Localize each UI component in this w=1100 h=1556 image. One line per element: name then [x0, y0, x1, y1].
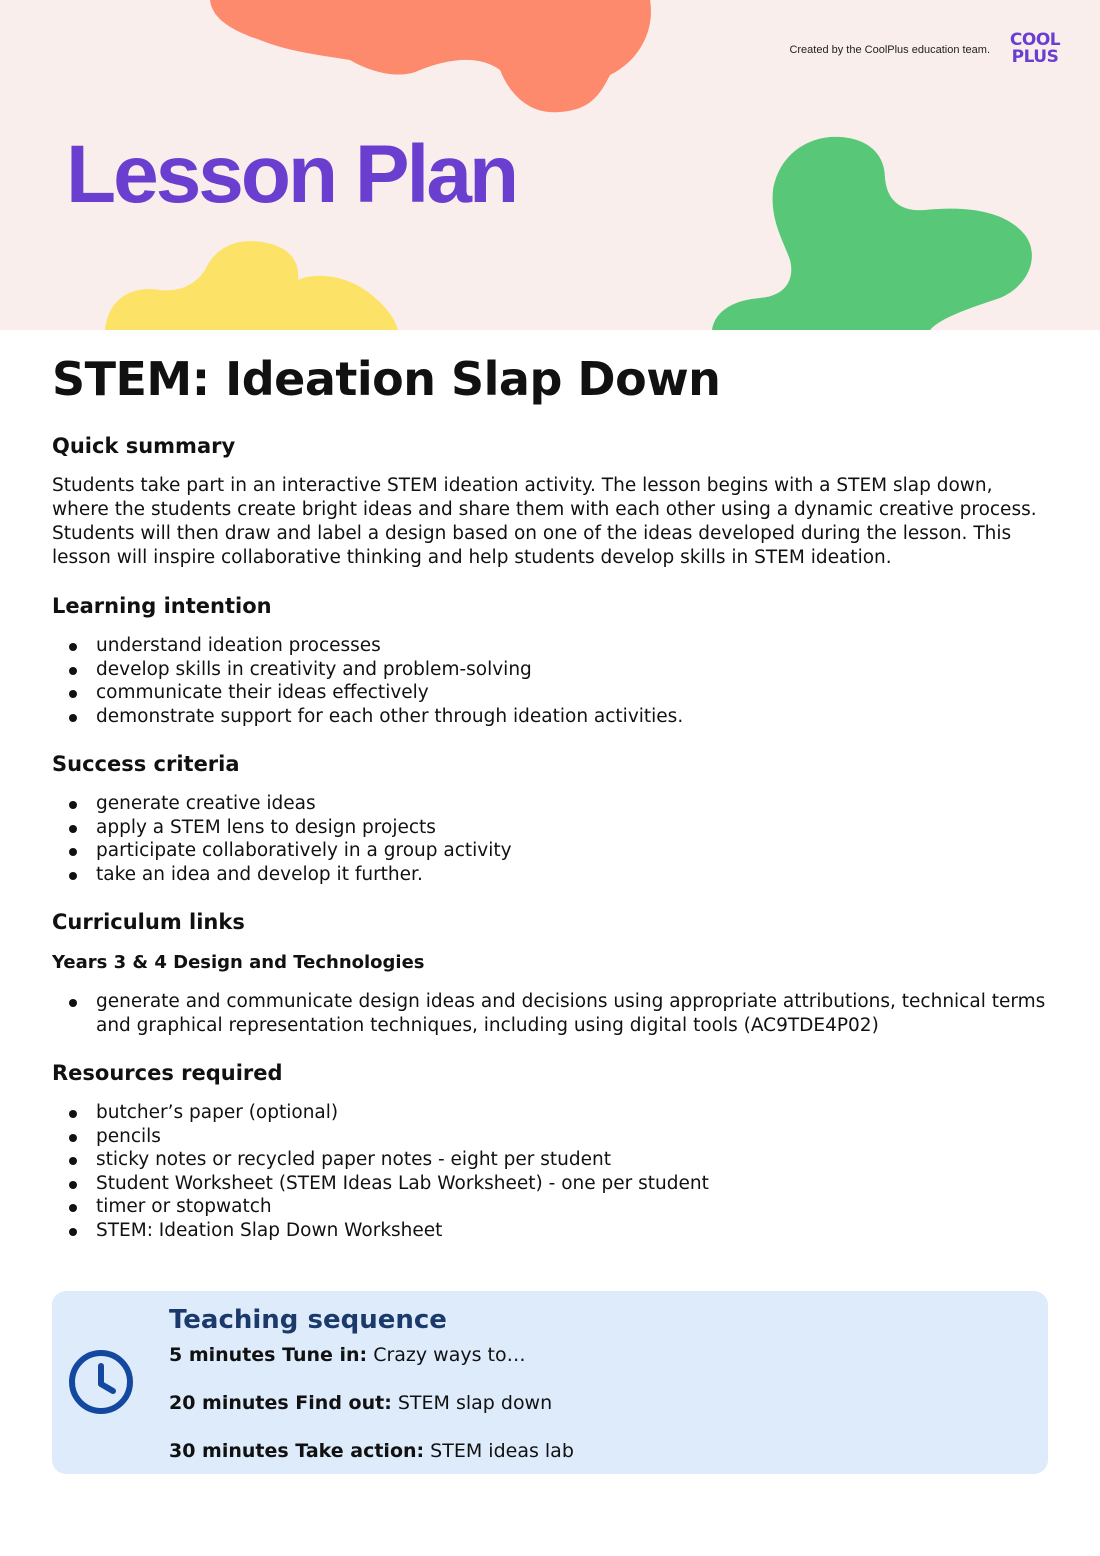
list-item: develop skills in creativity and problem-solving — [52, 658, 1052, 682]
clock-icon — [67, 1348, 135, 1416]
sequence-time-label: 20 minutes Find out: — [169, 1392, 392, 1414]
list-item: STEM: Ideation Slap Down Worksheet — [52, 1219, 1052, 1243]
green-blob — [712, 137, 1032, 330]
quick-summary-text: Students take part in an interactive STEM ideation activity. The lesson begins with a STEM slap down, where the students create bright ideas and share them with each other using a dynamic creative process. Students will then draw and label a design based on one of the ideas developed during the lesson. This lesson will inspire collaborative thinking and help students develop skills in STEM ideation. — [52, 475, 1037, 568]
teaching-sequence-list — [169, 1343, 574, 1487]
credit-text: Created by the CoolPlus education team. — [789, 44, 990, 56]
curriculum-links-list — [52, 990, 1052, 1037]
list-item: generate creative ideas — [52, 792, 1052, 816]
sequence-time-label: 5 minutes Tune in: — [169, 1344, 368, 1366]
list-item: pencils — [52, 1125, 1052, 1149]
list-item: apply a STEM lens to design projects — [52, 816, 1052, 840]
list-item: participate collaboratively in a group activity — [52, 839, 1052, 863]
sequence-activity: Crazy ways to… — [367, 1344, 526, 1366]
list-item: Student Worksheet (STEM Ideas Lab Worksheet) - one per student — [52, 1172, 1052, 1196]
teaching-sequence-box — [52, 1291, 1048, 1474]
resources-heading: Resources required — [52, 1061, 283, 1085]
learning-intention-list — [52, 634, 1052, 728]
sequence-activity: STEM slap down — [391, 1392, 553, 1414]
logo-line-1: COOL — [1009, 30, 1061, 50]
yellow-blob — [105, 241, 398, 330]
list-item: communicate their ideas effectively — [52, 681, 1052, 705]
page-title: STEM: Ideation Slap Down — [52, 352, 721, 406]
sequence-time-label: 30 minutes Take action: — [169, 1440, 425, 1462]
header-banner — [0, 0, 1100, 330]
sequence-item — [169, 1343, 574, 1367]
coolplus-logo — [1004, 32, 1066, 66]
learning-intention-heading: Learning intention — [52, 594, 272, 618]
lesson-content — [52, 348, 1052, 1264]
list-item: timer or stopwatch — [52, 1195, 1052, 1219]
curriculum-links-heading: Curriculum links — [52, 910, 245, 934]
coral-blob — [210, 0, 651, 112]
sequence-activity: STEM ideas lab — [424, 1440, 574, 1462]
list-item: butcher’s paper (optional) — [52, 1101, 1052, 1125]
success-criteria-heading: Success criteria — [52, 752, 240, 776]
lesson-plan-title: Lesson Plan — [66, 129, 517, 220]
resources-list — [52, 1101, 1052, 1242]
list-item: understand ideation processes — [52, 634, 1052, 658]
list-item: generate and communicate design ideas and decisions using appropriate attributions, technical terms and graphical representation techniques, including using digital tools (AC9TDE4P02) — [52, 990, 1052, 1037]
quick-summary-heading: Quick summary — [52, 434, 236, 458]
list-item: demonstrate support for each other through ideation activities. — [52, 705, 1052, 729]
list-item: take an idea and develop it further. — [52, 863, 1052, 887]
curriculum-subheading: Years 3 & 4 Design and Technologies — [52, 952, 425, 973]
sequence-item — [169, 1391, 574, 1415]
list-item: sticky notes or recycled paper notes - eight per student — [52, 1148, 1052, 1172]
teaching-sequence-heading: Teaching sequence — [169, 1305, 447, 1335]
success-criteria-list — [52, 792, 1052, 886]
sequence-item — [169, 1439, 574, 1463]
logo-line-2: PLUS — [1011, 47, 1059, 67]
